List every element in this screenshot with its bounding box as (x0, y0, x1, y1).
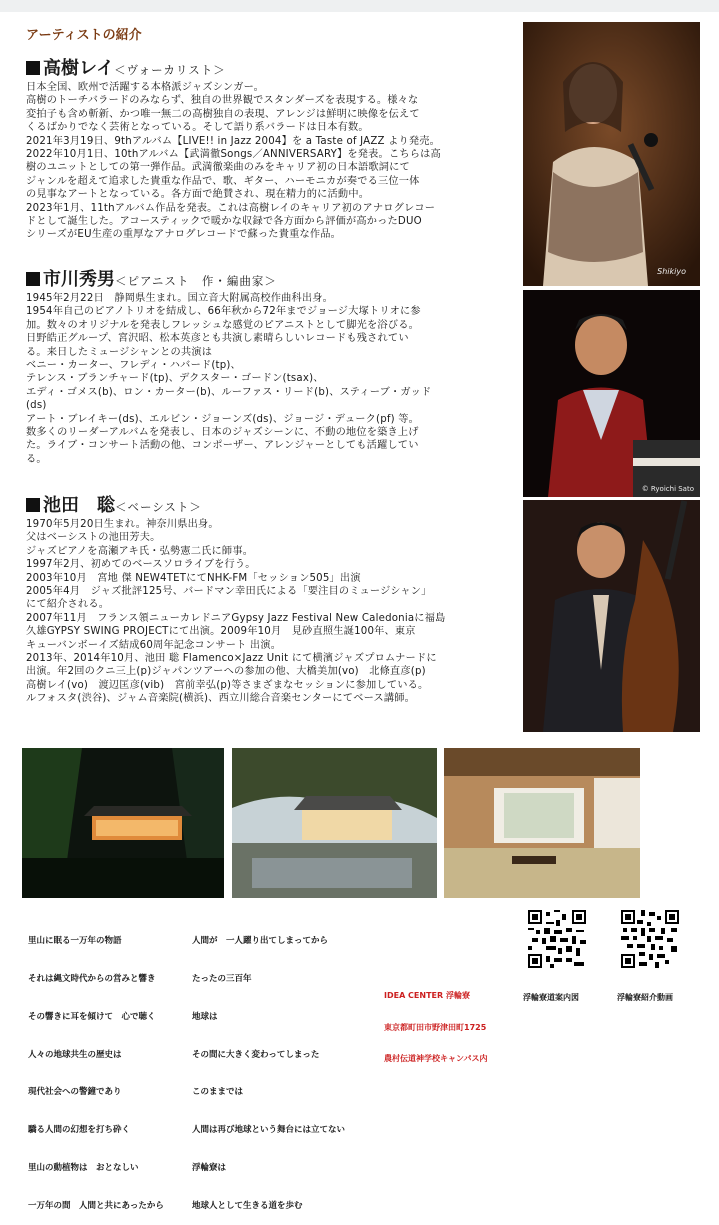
bio-line: の見事なアートとなっている。各方面で絶賛され、現在精力的に活動中。 (26, 189, 370, 201)
singer-photo (523, 22, 700, 286)
poem-line: 人間は再び地球という舞台には立てない (192, 1125, 346, 1136)
center-address: 東京都町田市野津田町1725 (384, 1022, 487, 1032)
bio-line: 変拍子も含め斬新、かつ唯一無二の高樹独自の表現、アレンジは鮮明に映像を伝えて (26, 108, 420, 120)
bio-line: る。 (26, 453, 47, 465)
bio-line: 2013年、2014年10月、池田 聡 Flamenco×Jazz Unit にて横濱ジャズプロムナードに (26, 653, 437, 665)
bio-line: ドとして誕生した。アコースティックで暖かな収録で各方面から評価が高かったDUO (26, 216, 422, 228)
bio-line: 加。数々のオリジナルを発表しフレッシュな感覚のピアニストとして脚光を浴びる。 (26, 319, 419, 331)
bio-line: テレンス・ブランチャード(tp)、デクスター・ゴードン(tsax)、 (26, 373, 324, 385)
center-name: IDEA CENTER 浮輪寮 (384, 991, 470, 1000)
bio-line: にて紹介される。 (26, 599, 110, 611)
bio-line: 2005年4月 ジャズ批評125号、バードマン幸田氏による「要注目のミュージシャン」 (26, 586, 432, 598)
qr-label-video: 浮輪寮紹介動画 (617, 993, 673, 1002)
center-campus: 農村伝道神学校キャンパス内 (384, 1054, 488, 1063)
bio-line: くるばかりでなく芸術となっている。そして語り系バラードは日本有数。 (26, 122, 369, 134)
poem-line: 一万年の間 人間と共にあったから (28, 1200, 164, 1211)
bio-line: る。来日したミュージシャンとの共演は (26, 346, 213, 358)
square-bullet-icon (26, 498, 40, 512)
bio-line: 1997年2月、初めてのベースソロライブを行う。 (26, 559, 256, 571)
bio-line: ベニー・カーター、フレディ・ハバード(tp)、 (26, 360, 241, 372)
bio-line: 高樹レイ(vo) 渡辺匡彦(vib) 宮前幸弘(p)等さまざまなセッションに参加している。 (26, 679, 429, 691)
poem-line: 現代社会への警鐘であり (28, 1087, 122, 1098)
bio-line: 2022年10月1日、10thアルバム【武満徹Songs／ANNIVERSARY】を発表。こちらは高 (26, 149, 441, 161)
night-building-photo (22, 748, 224, 898)
artist-role: ＜ベーシスト＞ (115, 500, 202, 514)
poem-line: 浮輪寮は (192, 1162, 227, 1173)
poem-line: その間に大きく変わってしまった (192, 1049, 320, 1060)
artist-role: ＜ヴォーカリスト＞ (114, 63, 226, 77)
bio-line: 1970年5月20日生まれ。神奈川県出身。 (26, 519, 219, 530)
bio-line: 数多くのリーダーアルバムを発表し、日本のジャズシーンに、不動の地位を築き上げ (26, 427, 419, 439)
bio-line: キューバンボーイズ結成60周年記念コンサート 出演。 (26, 639, 282, 651)
artist-bio (26, 292, 510, 466)
bio-line: 出演。年2回のクニ三上(p)ジャパンツアーへの参加の他、大橋美加(vo) 北條直彦(p) (26, 666, 426, 678)
poem-line: 里山の動植物は おとなしい (28, 1162, 139, 1173)
qr-label-directions: 浮輪寮道案内図 (523, 993, 579, 1002)
bio-line: 2003年10月 宮地 傑 NEW4TETにてNHK-FM「セッション505」出演 (26, 572, 361, 584)
section-heading: アーティストの紹介 (26, 28, 142, 43)
bio-line: ルフォスタ(渋谷)、ジャム音楽院(横浜)、西立川総合音楽センターにてベース講師。 (26, 693, 416, 705)
bio-line: 1945年2月22日 静岡県生まれ。国立音大附属高校作曲科出身。 (26, 293, 334, 304)
poem-line: 人々の地球共生の歴史は (28, 1049, 122, 1060)
pianist-photo (523, 290, 700, 497)
poem-line: このままでは (192, 1087, 244, 1098)
artist-name: 高樹レイ (43, 58, 115, 79)
bio-line: ジャズピアノを高瀬アキ氏・弘勢憲二氏に師事。 (26, 545, 254, 557)
poem-line: 里山に眠る一万年の物語 (28, 936, 122, 947)
bio-line: 日本全国、欧州で活躍する本格派ジャズシンガー。 (26, 82, 265, 93)
artist-ikeda (26, 495, 510, 706)
poem-line: たったの三百年 (192, 973, 252, 984)
bio-line: 高樹のトーチバラードのみならず、独自の世界観でスタンダーズを表現する。様々な (26, 95, 419, 107)
bio-line: 日野皓正グループ、宮沢昭、松本英彦とも共演し素晴らしいレコードも残されてい (26, 333, 409, 345)
artist-name: 市川秀男 (43, 269, 115, 290)
poem-left (28, 910, 164, 1225)
bio-line: 父はベーシストの池田芳夫。 (26, 532, 161, 544)
artist-takagi (26, 58, 510, 242)
bio-line: 2007年11月 フランス領ニューカレドニアGypsy Jazz Festival New Caledoniaに福島 (26, 612, 446, 624)
square-bullet-icon (26, 272, 40, 286)
square-bullet-icon (26, 61, 40, 75)
bio-line: 1954年自己のピアノトリオを結成し、66年秋から72年までジョージ大塚トリオに参 (26, 306, 421, 318)
daylight-building-photo (232, 748, 437, 898)
artist-heading (26, 58, 510, 81)
qr-code-directions[interactable] (528, 910, 586, 968)
tatami-room-photo (444, 748, 640, 898)
bassist-photo (523, 500, 700, 732)
poem-line: 地球人として生きる道を歩む (192, 1200, 303, 1211)
bio-line: た。ライブ・コンサート活動の他、コンポーザー、アレンジャーとしても活躍してい (26, 440, 419, 452)
poem-line: それは縄文時代からの営みと響き (28, 973, 156, 984)
artist-role: ＜ピアニスト 作・編曲家＞ (115, 274, 277, 288)
bio-line: ジャンルを超えて追求した貴重な作品で、歌、ギター、ハーモニカが奏でる三位一体 (26, 175, 420, 187)
poem-right (192, 910, 345, 1225)
artist-bio (26, 518, 510, 706)
artist-heading (26, 495, 510, 518)
qr-code-video[interactable] (621, 910, 679, 968)
bio-line: 久雄GYPSY SWING PROJECTにて出演。2009年10月 見砂直照生誕100年、東京 (26, 626, 416, 638)
bio-line: シリーズがEU生産の重厚なアナログレコードで蘇った貴重な作品。 (26, 229, 342, 241)
bio-line: (ds) (26, 400, 47, 412)
bio-line: 2023年1月、11thアルバム作品を発表。これは高樹レイのキャリア初のアナログレコー (26, 202, 436, 214)
poem-line: 驕る人間の幻想を打ち砕く (28, 1125, 131, 1136)
poem-line: 地球は (192, 1011, 218, 1022)
center-info (384, 970, 487, 1075)
bio-line: アート・ブレイキー(ds)、エルビン・ジョーンズ(ds)、ジョージ・デューク(pf) 等。 (26, 413, 420, 425)
photo-signature: Shikiyo (657, 267, 686, 276)
artist-bio (26, 81, 510, 242)
top-strip (0, 0, 719, 12)
artist-name: 池田 聡 (43, 495, 115, 516)
artist-ichikawa (26, 269, 510, 466)
photo-credit: © Ryoichi Sato (641, 485, 694, 493)
poem-line: その響きに耳を傾けて 心で聴く (28, 1011, 156, 1022)
bio-line: 樹のユニットとしての第一弾作品。武満徹楽曲のみをキャリア初の日本語歌詞にて (26, 162, 410, 174)
poem-line: 人間が 一人躍り出てしまってから (192, 936, 329, 947)
bio-line: エディ・ゴメス(b)、ロン・カーター(b)、ルーファス・リード(b)、スティーブ・ガッド (26, 386, 432, 398)
bio-line: 2021年3月19日、9thアルバム【LIVE!! in Jazz 2004】を a Taste of JAZZ より発売。 (26, 135, 441, 147)
artist-heading (26, 269, 510, 292)
